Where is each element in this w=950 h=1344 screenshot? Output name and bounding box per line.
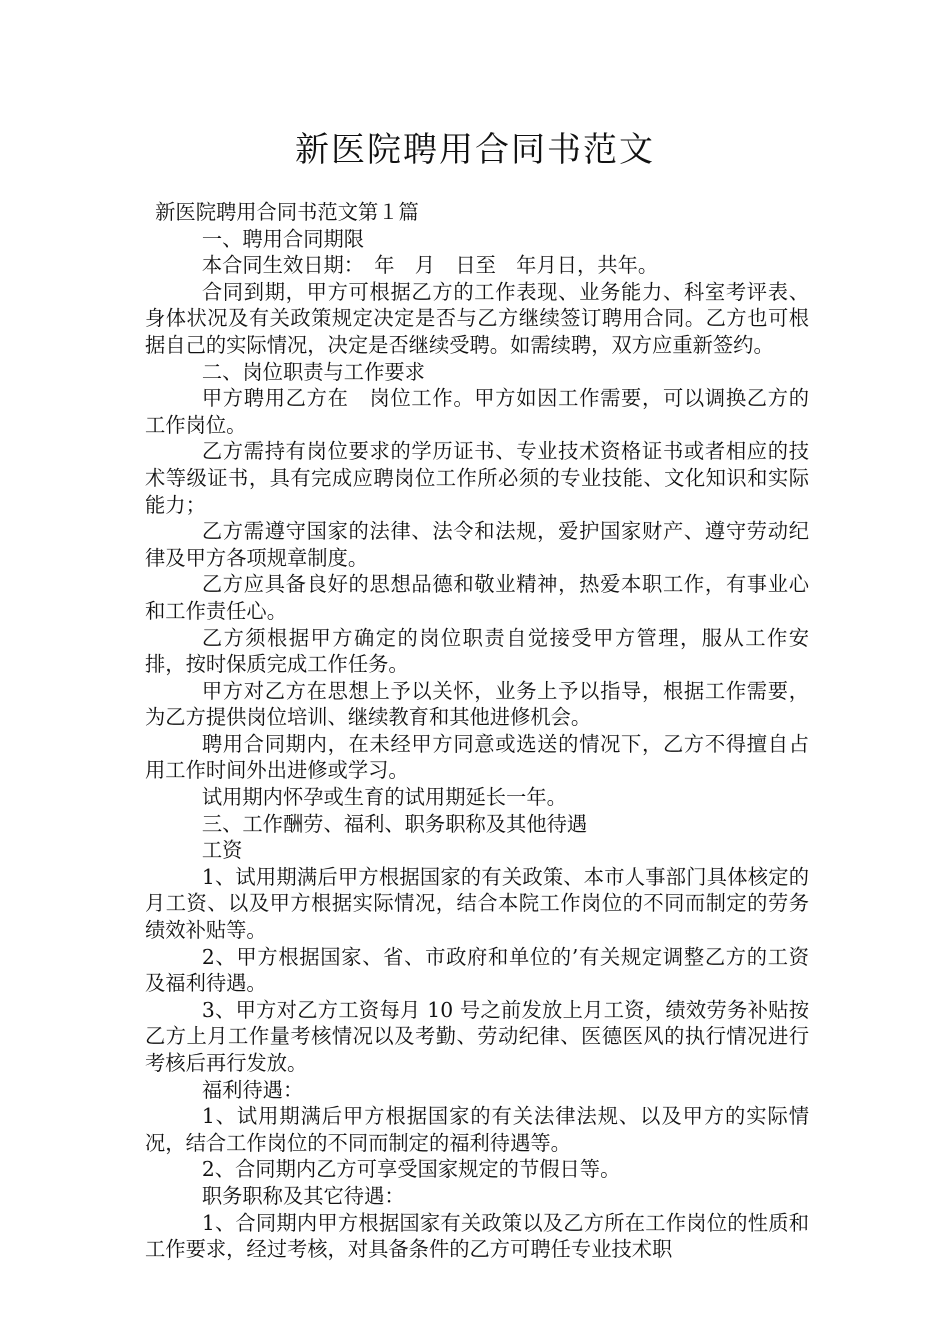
paragraph: 试用期内怀孕或生育的试用期延长一年。 <box>201 785 567 810</box>
paragraph: 1、试用期满后甲方根据国家的有关法律法规、以及甲方的实际情况，结合工作岗位的不同而制定的福利待遇等。 <box>145 1104 809 1155</box>
paragraph: 2、合同期内乙方可享受国家规定的节假日等。 <box>201 1157 621 1182</box>
sub-heading: 福利待遇： <box>201 1077 304 1102</box>
section-heading: 新医院聘用合同书范文第１篇 <box>155 200 419 224</box>
paragraph: 本合同生效日期： 年 月 日至 年月日，共年。 <box>201 253 659 278</box>
document-title: 新医院聘用合同书范文 <box>295 130 655 170</box>
paragraph: 1、试用期满后甲方根据国家的有关政策、本市人事部门具体核定的月工资、以及甲方根据实际情况，结合本院工作岗位的不同而制定的劳务绩效补贴等。 <box>145 864 809 943</box>
clause-heading: 二、岗位职责与工作要求 <box>201 359 425 384</box>
paragraph: 1、合同期内甲方根据国家有关政策以及乙方所在工作岗位的性质和工作要求，经过考核，对具备条件的乙方可聘任专业技术职 <box>145 1210 809 1262</box>
paragraph: 乙方须根据甲方确定的岗位职责自觉接受甲方管理，服从工作安排，按时保质完成工作任务。 <box>145 625 809 677</box>
clause-heading: 一、聘用合同期限 <box>201 226 365 251</box>
document-body <box>145 199 809 1263</box>
paragraph: 甲方聘用乙方在 岗位工作。甲方如因工作需要，可以调换乙方的工作岗位。 <box>145 386 809 437</box>
sub-heading: 职务职称及其它待遇： <box>201 1183 405 1208</box>
sub-heading: 工资 <box>201 838 243 863</box>
paragraph: 乙方需持有岗位要求的学历证书、专业技术资格证书或者相应的技术等级证书，具有完成应聘岗位工作所必须的专业技能、文化知识和实际能力； <box>145 439 809 517</box>
paragraph: 2、甲方根据国家、省、市政府和单位的’有关规定调整乙方的工资及福利待遇。 <box>145 944 809 996</box>
paragraph: 乙方需遵守国家的法律、法令和法规，爱护国家财产、遵守劳动纪律及甲方各项规章制度。 <box>145 519 809 570</box>
paragraph: 聘用合同期内，在未经甲方同意或选送的情况下，乙方不得擅自占用工作时间外出进修或学习。 <box>145 731 809 783</box>
paragraph: 乙方应具备良好的思想品德和敬业精神，热爱本职工作，有事业心和工作责任心。 <box>145 572 809 623</box>
paragraph: 合同到期，甲方可根据乙方的工作表现、业务能力、科室考评表、身体状况及有关政策规定决定是否与乙方继续签订聘用合同。乙方也可根据自己的实际情况，决定是否继续受聘。如需续聘，双方应重新签约。 <box>145 279 809 357</box>
clause-heading: 三、工作酬劳、福利、职务职称及其他待遇 <box>201 811 588 836</box>
paragraph: 3、甲方对乙方工资每月 10 号之前发放上月工资，绩效劳务补贴按乙方上月工作量考核情况以及考勤、劳动纪律、医德医风的执行情况进行考核后再行发放。 <box>145 997 809 1075</box>
paragraph: 甲方对乙方在思想上予以关怀，业务上予以指导，根据工作需要，为乙方提供岗位培训、继续教育和其他进修机会。 <box>145 678 809 730</box>
